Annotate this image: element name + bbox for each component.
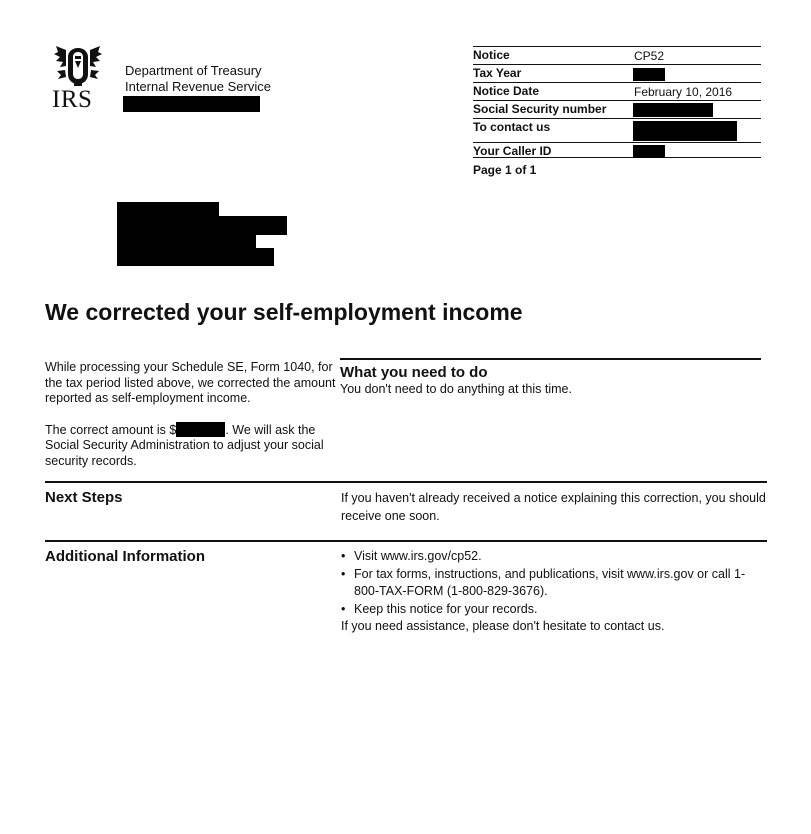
contact-row bbox=[473, 118, 761, 142]
assistance-text: If you need assistance, please don't hesitate to contact us. bbox=[341, 619, 665, 633]
list-item: • Keep this notice for your records. bbox=[341, 601, 766, 619]
redacted-tax-year bbox=[633, 68, 665, 81]
tax-year-row bbox=[473, 64, 761, 82]
notice-label: Notice bbox=[473, 48, 510, 62]
intro-text bbox=[45, 360, 337, 484]
department-name: Department of Treasury bbox=[125, 63, 262, 78]
additional-info-body bbox=[341, 548, 766, 636]
next-steps-body: If you haven't already received a notice explaining this correction, you should receive one soon. bbox=[341, 491, 766, 523]
what-you-need-body: You don't need to do anything at this time. bbox=[340, 382, 572, 396]
intro-paragraph: While processing your Schedule SE, Form 1040, for the tax period listed above, we corrected the amount reported as self-employment income. bbox=[45, 360, 336, 405]
redacted-amount bbox=[176, 422, 225, 437]
caller-id-row bbox=[473, 142, 761, 158]
correct-amount-text: The correct amount is $ bbox=[45, 422, 177, 437]
notice-value: CP52 bbox=[634, 49, 665, 63]
notice-date-label: Notice Date bbox=[473, 84, 540, 98]
sender-block bbox=[125, 63, 271, 95]
notice-title: We corrected your self-employment income bbox=[45, 299, 523, 325]
ssn-label: Social Security number bbox=[473, 102, 607, 116]
tax-year-label: Tax Year bbox=[473, 66, 522, 80]
redacted-address-line bbox=[123, 96, 260, 112]
next-steps-title: Next Steps bbox=[45, 489, 123, 506]
list-item: • Visit www.irs.gov/cp52. bbox=[341, 548, 766, 566]
what-you-need-section bbox=[340, 358, 761, 396]
page-number: Page 1 of 1 bbox=[473, 163, 537, 177]
correct-amount-followup: . We will ask the Social Security Administration to adjust your social security records. bbox=[45, 422, 324, 468]
redacted-ssn bbox=[633, 103, 713, 117]
caller-id-label: Your Caller ID bbox=[473, 144, 552, 158]
redacted-phone bbox=[633, 121, 737, 141]
irs-logo-text: IRS bbox=[52, 86, 93, 113]
correct-amount-paragraph bbox=[45, 422, 337, 470]
additional-info-list bbox=[341, 548, 766, 618]
what-you-need-title: What you need to do bbox=[340, 364, 488, 381]
contact-label: To contact us bbox=[473, 120, 551, 134]
notice-info-table bbox=[473, 46, 761, 158]
ssn-row bbox=[473, 100, 761, 118]
notice-date-row bbox=[473, 82, 761, 100]
section-divider bbox=[45, 540, 767, 542]
redacted-recipient-city bbox=[117, 233, 256, 249]
redacted-caller-id bbox=[633, 145, 665, 158]
notice-date-value: February 10, 2016 bbox=[634, 85, 733, 99]
section-divider bbox=[45, 481, 767, 483]
list-item: • For tax forms, instructions, and publications, visit www.irs.gov or call 1-800-TAX-FORM (1-800-829-3676). bbox=[341, 566, 766, 601]
service-name: Internal Revenue Service bbox=[125, 79, 271, 94]
redacted-recipient-zip bbox=[117, 248, 274, 266]
notice-row bbox=[473, 46, 761, 64]
additional-info-title: Additional Information bbox=[45, 548, 205, 565]
